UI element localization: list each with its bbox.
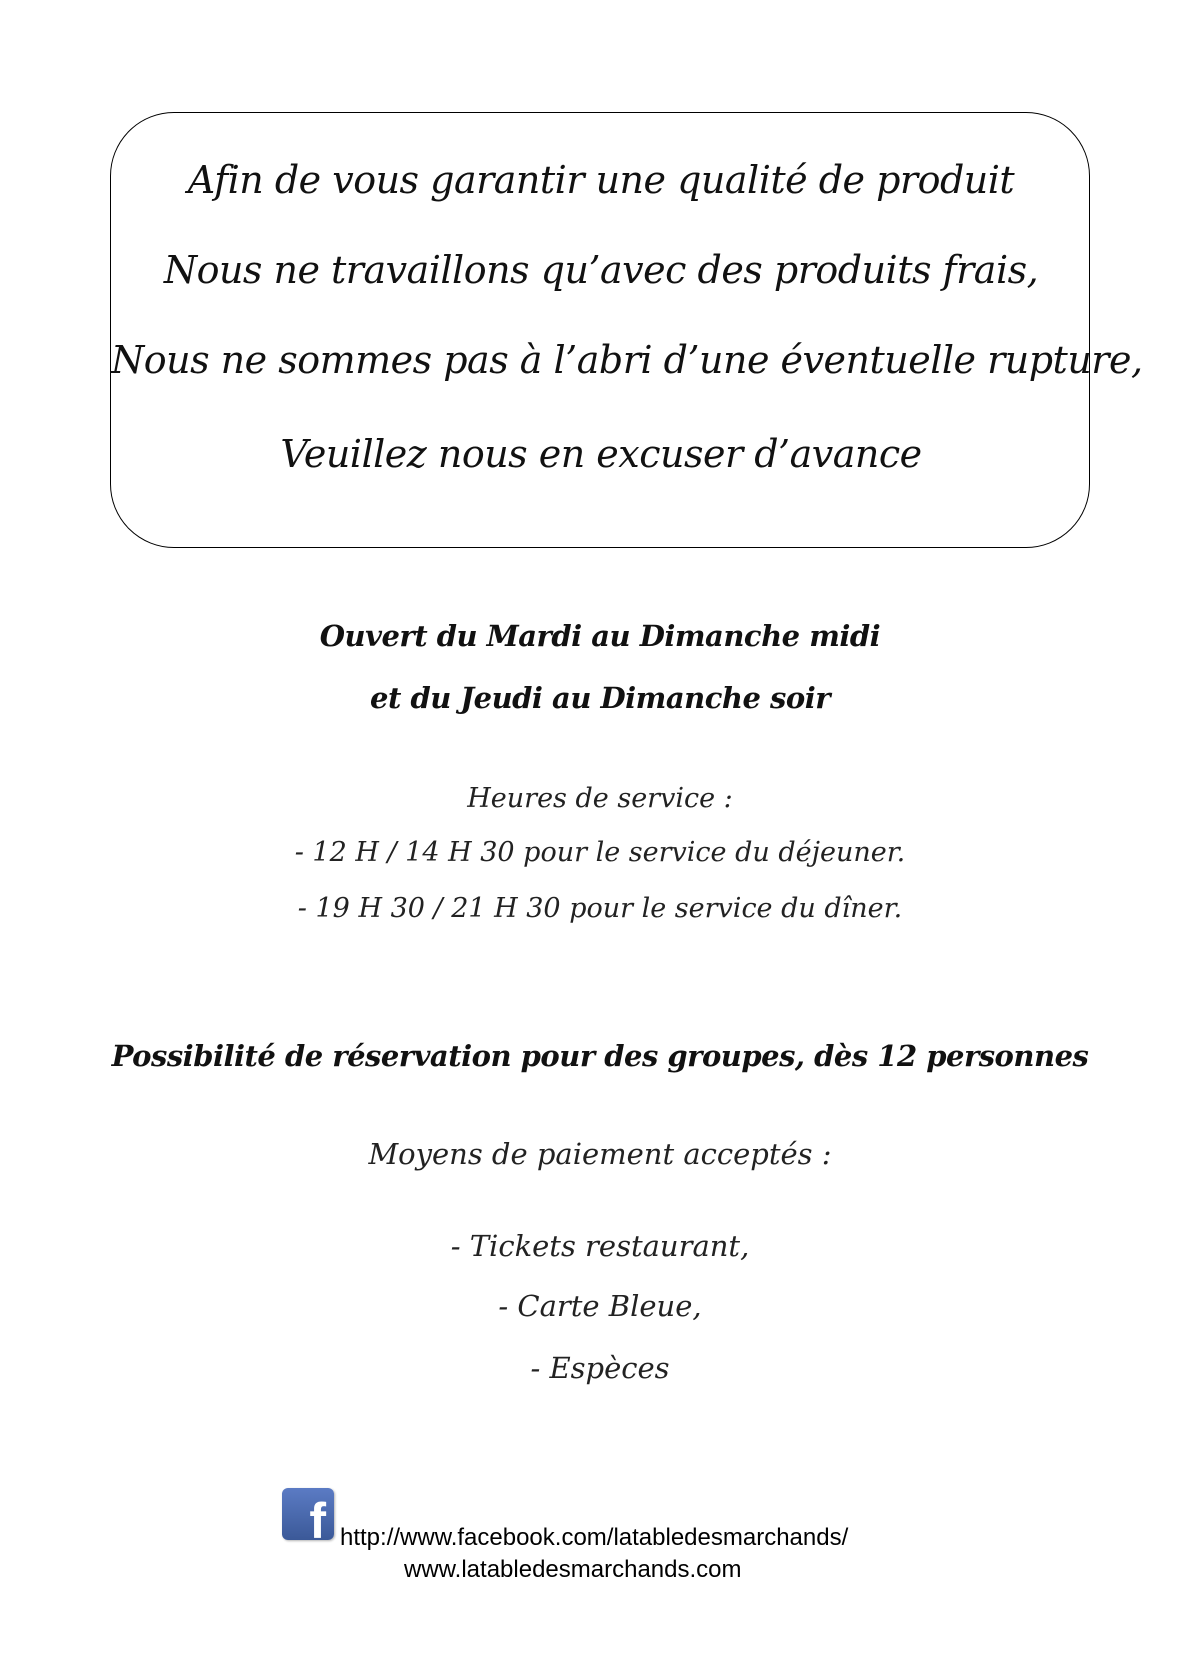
payment-item-card: - Carte Bleue,	[498, 1289, 702, 1323]
payment-methods-heading: Moyens de paiement acceptés :	[368, 1137, 832, 1171]
notice-line-apology: Veuillez nous en excuser d’avance	[280, 432, 922, 476]
service-hours-lunch: - 12 H / 14 H 30 pour le service du déjeuner.	[294, 837, 906, 868]
notice-line-fresh-products: Nous ne travaillons qu’avec des produits frais,	[163, 248, 1039, 292]
service-hours-dinner: - 19 H 30 / 21 H 30 pour le service du dîner.	[297, 893, 903, 924]
website-link[interactable]: www.latabledesmarchands.com	[404, 1556, 742, 1583]
facebook-link[interactable]: http://www.facebook.com/latabledesmarchands/	[340, 1524, 849, 1551]
payment-item-tickets: - Tickets restaurant,	[450, 1229, 750, 1263]
payment-item-cash: - Espèces	[530, 1351, 670, 1385]
opening-days-dinner: et du Jeudi au Dimanche soir	[370, 681, 830, 715]
notice-line-shortage: Nous ne sommes pas à l’abri d’une éventuelle rupture,	[111, 338, 1143, 382]
group-reservation: Possibilité de réservation pour des groupes, dès 12 personnes	[111, 1039, 1089, 1073]
notice-line-quality: Afin de vous garantir une qualité de produit	[187, 158, 1015, 202]
facebook-icon-letter: f	[309, 1493, 326, 1540]
facebook-icon[interactable]	[282, 1488, 334, 1540]
opening-days-lunch: Ouvert du Mardi au Dimanche midi	[319, 619, 881, 653]
notice-box	[110, 112, 1143, 548]
service-hours-heading: Heures de service :	[467, 783, 733, 814]
